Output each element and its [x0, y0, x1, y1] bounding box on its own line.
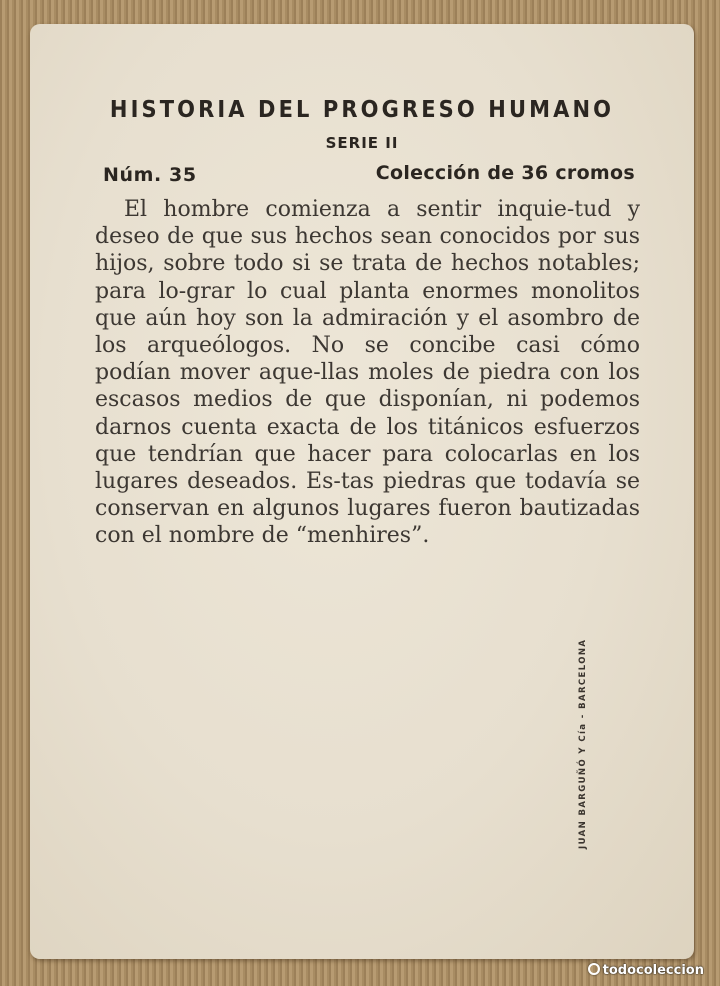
card-title: HISTORIA DEL PROGRESO HUMANO	[109, 95, 615, 123]
card-body-text: El hombre comienza a sentir inquie-tud y deseo de que sus hechos sean conocidos por sus hijos, sobre todo si se trata de hechos notables; para lo-grar lo cual planta enormes monolitos que aún hoy son la admiración y el asombro de los arqueólogos. No se concibe casi cómo podían mover aque-llas moles de piedra con los escasos medios de que disponían, ni podemos darnos cuenta exacta de los titánicos esfuerzos que tendrían que hacer para colocarlas en los lugares deseados. Es-tas piedras que todavía se conservan en algunos lugares fueron bautizadas con el nombre de “menhires”.	[95, 197, 640, 549]
collection-label: Colección de 36 cromos	[375, 162, 635, 184]
printer-imprint: JUAN BARGUÑÓ Y Cía - BARCELONA	[578, 638, 588, 849]
watermark-text: todocoleccion	[602, 963, 704, 978]
todocoleccion-logo-icon	[588, 963, 600, 975]
series-label: SERIE II	[325, 134, 399, 152]
trading-card-back	[30, 24, 694, 959]
card-number: Núm. 35	[103, 164, 197, 186]
watermark	[588, 963, 704, 978]
